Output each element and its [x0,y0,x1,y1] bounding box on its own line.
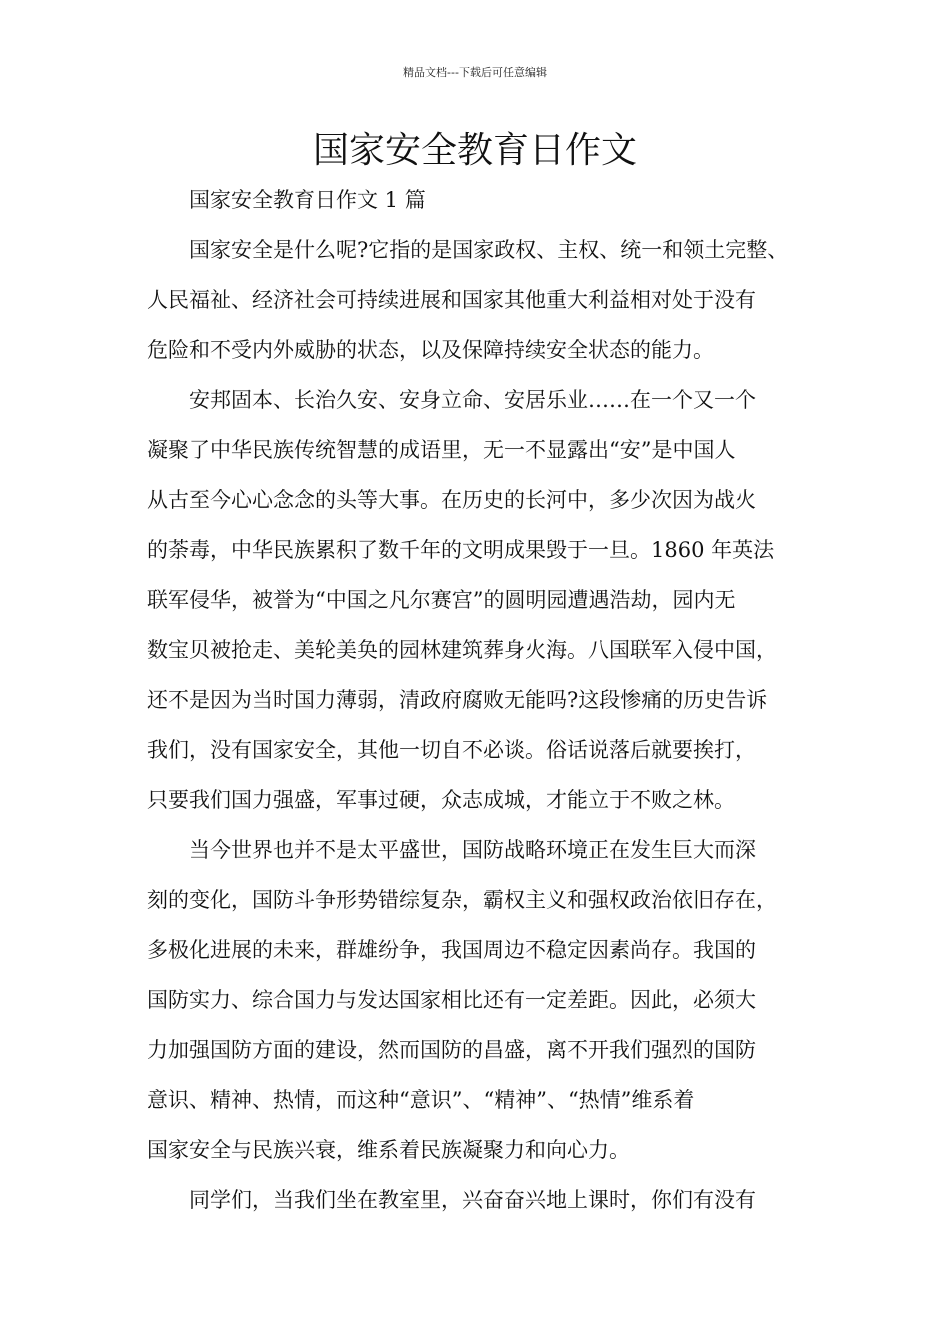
paragraph-3-line-4: 国防实力、综合国力与发达国家相比还有一定差距。因此，必须大 [147,988,756,1012]
document-title: 国家安全教育日作文 [312,130,637,171]
paragraph-2-line-4: 的荼毒，中华民族累积了数千年的文明成果毁于一旦。1860 年英法 [147,538,775,562]
paragraph-2-line-3: 从古至今心心念念的头等大事。在历史的长河中，多少次因为战火 [147,488,756,512]
paragraph-1-line-3: 危险和不受内外威胁的状态，以及保障持续安全状态的能力。 [147,338,714,362]
paragraph-2-line-6: 数宝贝被抢走、美轮美奂的园林建筑葬身火海。八国联军入侵中国， [147,638,777,662]
paragraph-3-line-2: 刻的变化，国防斗争形势错综复杂，霸权主义和强权政治依旧存在， [147,888,777,912]
section-subheading: 国家安全教育日作文 1 篇 [189,188,426,212]
paragraph-2-line-7: 还不是因为当时国力薄弱，清政府腐败无能吗?这段惨痛的历史告诉 [147,688,768,712]
paragraph-4-line-1: 同学们，当我们坐在教室里，兴奋奋兴地上课时，你们有没有 [189,1188,756,1212]
header-note: 精品文档---下载后可任意编辑 [403,66,547,79]
paragraph-2-line-1: 安邦固本、长治久安、安身立命、安居乐业……在一个又一个 [189,388,756,412]
paragraph-3-line-1: 当今世界也并不是太平盛世，国防战略环境正在发生巨大而深 [189,838,756,862]
paragraph-1-line-1: 国家安全是什么呢?它指的是国家政权、主权、统一和领土完整、 [189,238,789,262]
paragraph-3-line-7: 国家安全与民族兴衰，维系着民族凝聚力和向心力。 [147,1138,630,1162]
paragraph-1-line-2: 人民福祉、经济社会可持续进展和国家其他重大利益相对处于没有 [147,288,756,312]
paragraph-2-line-5: 联军侵华，被誉为“中国之凡尔赛宫”的圆明园遭遇浩劫，园内无 [147,588,736,612]
paragraph-3-line-6: 意识、精神、热情，而这种“意识”、“精神”、“热情”维系着 [147,1088,695,1112]
paragraph-2-line-2: 凝聚了中华民族传统智慧的成语里，无一不显露出“安”是中国人 [147,438,736,462]
paragraph-2-line-9: 只要我们国力强盛，军事过硬，众志成城，才能立于不败之林。 [147,788,735,812]
paragraph-3-line-3: 多极化进展的未来，群雄纷争，我国周边不稳定因素尚存。我国的 [147,938,756,962]
paragraph-3-line-5: 力加强国防方面的建设，然而国防的昌盛，离不开我们强烈的国防 [147,1038,756,1062]
paragraph-2-line-8: 我们，没有国家安全，其他一切自不必谈。俗话说落后就要挨打， [147,738,756,762]
